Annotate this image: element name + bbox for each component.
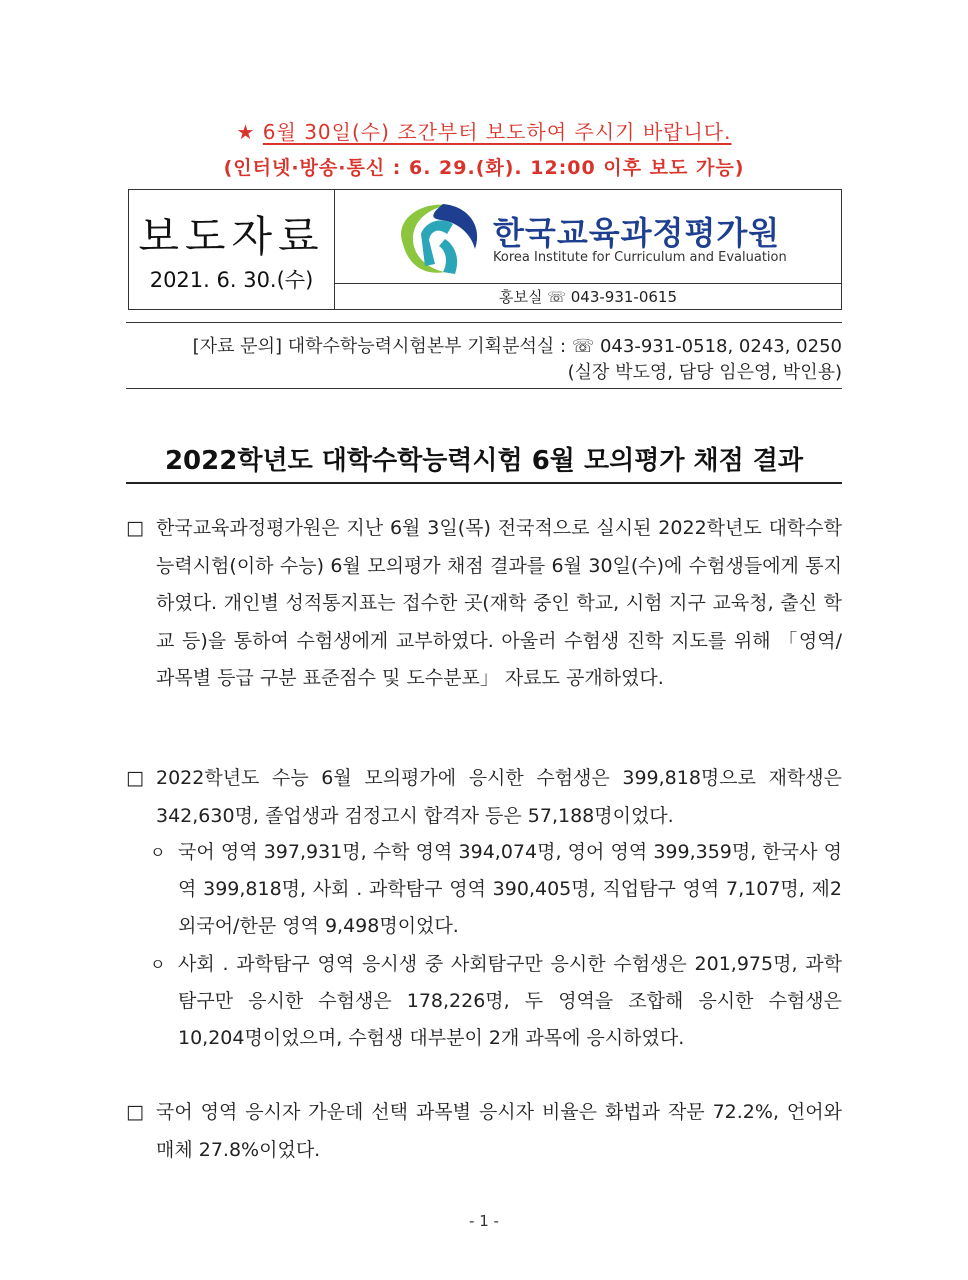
sub-item-text: 사회 . 과학탐구 영역 응시생 중 사회탐구만 응시한 수험생은 201,975명, 과학탐구만 응시한 수험생은 178,226명, 두 영역을 조합해 응시한 수험생은 10,204명이었으며, 수험생 대부분이 2개 과목에 응시하였다. [178, 953, 842, 1049]
circle-bullet-icon: ㅇ [150, 955, 166, 974]
divider [126, 322, 842, 323]
paragraph-text: 한국교육과정평가원은 지난 6월 3일(목) 전국적으로 실시된 2022학년도 대학수학능력시험(이하 수능) 6월 모의평가 채점 결과를 6월 30일(수)에 수험생들에게 통지하였다. 개인별 성적통지표는 접수한 곳(재학 중인 학교, 시험 지구 교육청, 출신 학교 등)을 통하여 수험생에게 교부하였다. 아울러 수험생 진학 지도를 위해 「영역/과목별 등급 구분 표준점수 및 도수분포」 자료도 공개하였다. [156, 517, 842, 689]
release-date: 2021. 6. 30.(수) [149, 268, 314, 292]
sub-item-2 [150, 946, 842, 1057]
checkbox-bullet-icon: □ [126, 517, 144, 539]
contact-persons: (실장 박도영, 담당 임은영, 박인용) [567, 362, 842, 383]
embargo-notice [0, 116, 968, 145]
embargo-line-2: (인터넷·방송·통신 : 6. 29.(화). 12:00 이후 보도 가능) [223, 157, 745, 179]
org-name-korean: 한국교육과정평가원 [493, 214, 781, 252]
press-release-title: 보도자료 [138, 212, 325, 261]
paragraph-3 [126, 1094, 842, 1169]
org-name-english: Korea Institute for Curriculum and Evaluation [493, 250, 787, 265]
press-title-cell [129, 190, 335, 309]
paragraph-1 [126, 510, 842, 698]
paragraph-2 [126, 760, 842, 835]
sub-item-text: 국어 영역 397,931명, 수학 영역 394,074명, 영어 영역 399,359명, 한국사 영역 399,818명, 사회 . 과학탐구 영역 390,405명, 직업탐구 영역 7,107명, 제2외국어/한문 영역 9,498명이었다. [178, 841, 842, 937]
checkbox-bullet-icon: □ [126, 1101, 144, 1123]
star-icon: ★ [236, 120, 256, 144]
circle-bullet-icon: ㅇ [150, 843, 166, 862]
paragraph-text: 2022학년도 수능 6월 모의평가에 응시한 수험생은 399,818명으로 재학생은 342,630명, 졸업생과 검정고시 합격자 등은 57,188명이었다. [156, 767, 842, 827]
headline: 2022학년도 대학수학능력시험 6월 모의평가 채점 결과 [164, 446, 804, 476]
kice-logo-icon [383, 194, 493, 282]
paragraph-text: 국어 영역 응시자 가운데 선택 과목별 응시자 비율은 화법과 작문 72.2%, 언어와 매체 27.8%이었다. [156, 1101, 842, 1161]
divider [126, 388, 842, 389]
sub-item-1 [150, 834, 842, 945]
org-logo-cell [335, 190, 841, 283]
headline-underline [126, 482, 842, 484]
pr-office-phone: 홍보실 ☏ 043-931-0615 [335, 283, 841, 310]
press-header-box [128, 189, 842, 310]
embargo-line-1: 6월 30일(수) 조간부터 보도하여 주시기 바랍니다. [262, 120, 732, 144]
contact-inquiry: [자료 문의] 대학수학능력시험본부 기획분석실 : ☏ 043-931-0518, 0243, 0250 [192, 336, 842, 357]
page-number: - 1 - [469, 1212, 499, 1230]
checkbox-bullet-icon: □ [126, 767, 144, 789]
